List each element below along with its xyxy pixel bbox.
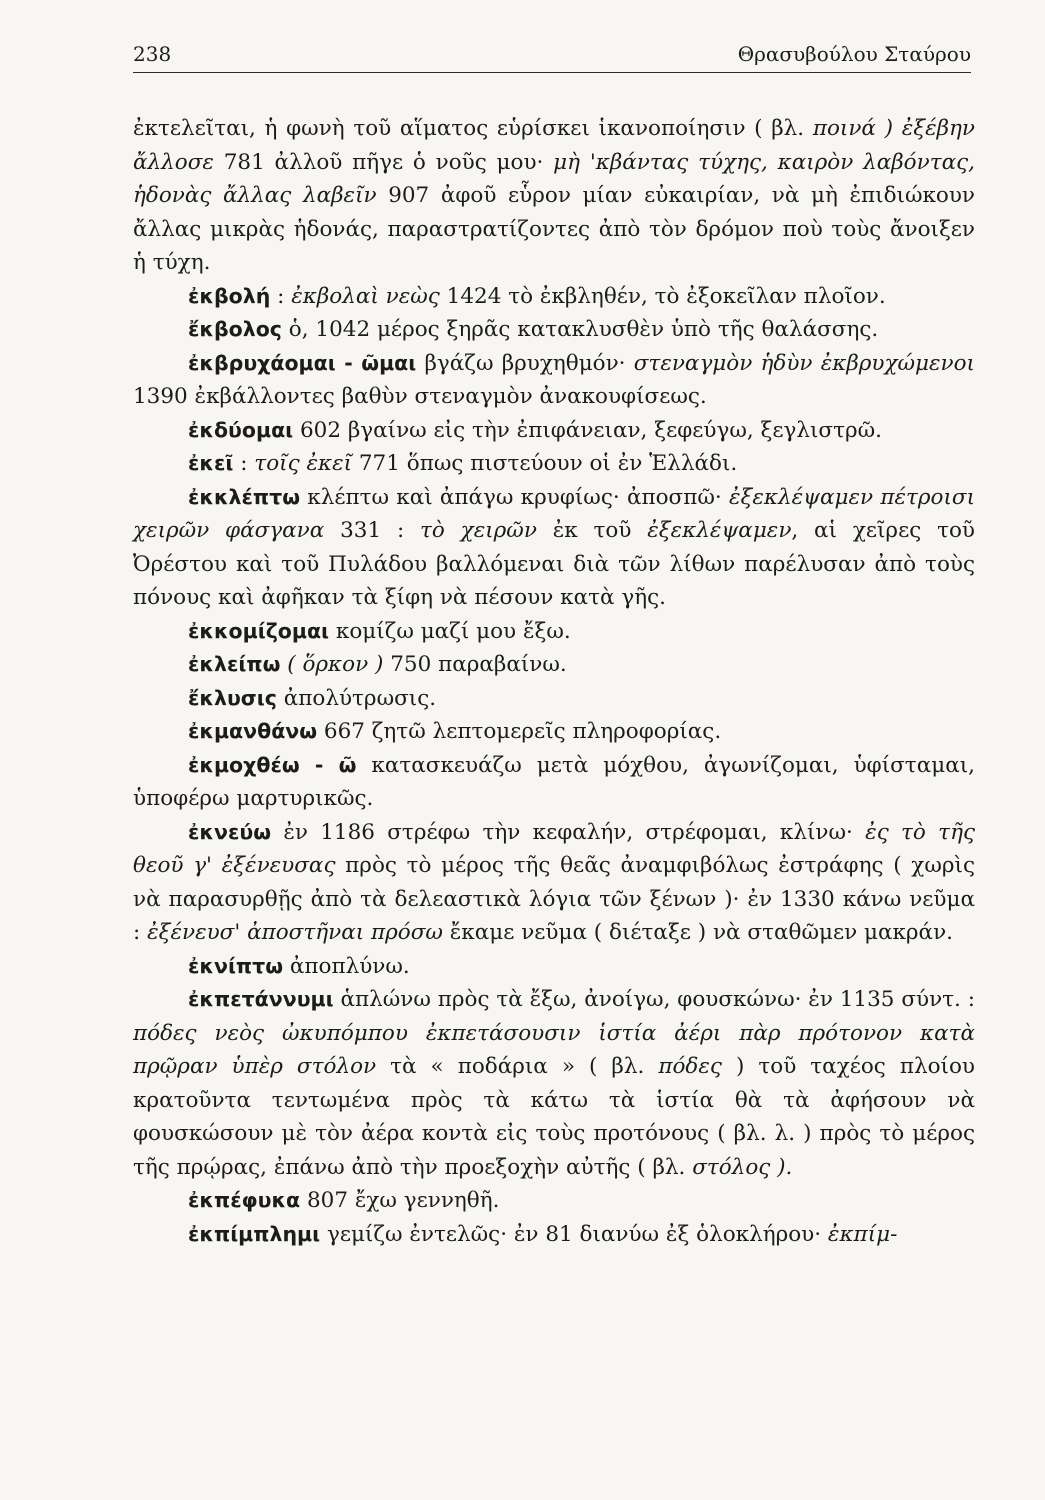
quoted-phrase: μὴ 'κβάντας τύχης, καιρὸν λαβόντας, ἡδονὰς ἄλλας λαβεῖν [133,149,975,208]
definition-text: 771 ὅπως πιστεύουν οἱ ἐν Ἑλλάδι. [352,451,738,476]
page-number: 238 [133,42,172,66]
definition-text: 807 ἔχω γεννηθῆ. [306,1188,500,1213]
definition-text: 1424 τὸ ἐκβληθέν, τὸ ἐξοκεῖλαν πλοῖον. [439,283,886,309]
definition-text: γεμίζω ἐντελῶς· ἐν 81 διανύω ἐξ ὁλοκλήρου· [326,1221,828,1247]
quoted-phrase: πόδες [658,1054,722,1079]
definition-text: κλέπτω καὶ ἀπάγω κρυφίως· ἀποσπῶ· [307,484,729,510]
entry-lemma: ἐκδύομαι [188,417,294,442]
glossary-entry [133,313,975,347]
lemma-separator [300,1188,307,1213]
entry-lemma: ἐκπετάννυμι [188,987,334,1011]
entry-lemma: ἐκπίμπλημι [188,1221,321,1246]
glossary-entry [133,682,975,716]
definition-text: ἐν 1186 στρέφω τὴν κεφαλήν, στρέφομαι, κλίνω· [283,819,866,845]
glossary-entry [133,615,975,649]
definition-text: κομίζω μαζί μου ἔξω. [335,618,571,644]
entry-lemma: ἐκμανθάνω [188,719,318,743]
definition-text: ἐκτελεῖται, ἡ φωνὴ τοῦ αἵματος εὑρίσκει ἱκανοποίησιν ( βλ. [133,116,813,141]
glossary-entry [133,280,975,314]
entry-lemma: ἔκβολος [188,317,282,341]
quoted-phrase: τοῖς ἐκεῖ [254,451,353,476]
entry-lemma: ἐκεῖ [188,451,234,475]
definition-text: ἐκ τοῦ [536,518,648,543]
definition-text: ) τοῦ ταχέος πλοίου κρατοῦντα τεντωμένα πρὸς τὰ κάτω τὰ ἱστία θὰ τὰ ἀφήσουν νὰ φουσκώσουν μὲ τὸν ἀέρα κοντὰ εἰς τοὺς προτόνους ( βλ. λ. ) πρὸς τὸ μέρος τῆς πρῴρας, ἐπάνω ἀπὸ τὴν προεξοχὴν αὐτῆς ( βλ. [133,1054,976,1180]
running-head: Θρασυβούλου Σταύρου [737,42,971,66]
lemma-separator: : [270,283,292,309]
glossary-entry [133,1218,975,1252]
definition-text: 907 ἀφοῦ εὗρον μίαν εὐκαιρίαν, νὰ μὴ ἐπιδιώκουν ἄλλας μικρὰς ἡδονάς, παραστρατίζοντες ἀπὸ τὸν δρόμον ποὺ τοὺς ἄνοιξεν ἡ τύχη. [133,183,975,275]
definition-text: κατασκευάζω μετὰ μόχθου, ἀγωνίζομαι, ὑφίσταμαι, ὑποφέρω μαρτυρικῶς. [133,752,975,811]
lemma-separator [293,418,300,443]
entry-continuation [133,112,975,280]
quoted-phrase: ἐκπίμ- [827,1221,898,1247]
definition-text: ἀποπλύνω. [289,953,410,979]
glossary-entry [133,950,975,984]
definition-text: 750 παραβαίνω. [383,652,567,677]
lemma-separator [283,954,290,979]
entry-lemma: ἐκκλέπτω [188,484,301,509]
glossary-entry [133,648,975,682]
lemma-separator: : [233,451,255,476]
lemma-separator [271,820,283,845]
glossary-entry [133,347,975,414]
lemma-separator [320,1222,327,1247]
glossary-entry [133,447,975,481]
glossary-entry [133,1184,975,1218]
glossary-entry [133,481,975,615]
quoted-phrase: ἐς τὸ τῆς θεοῦ γ' ἐξένευσας [133,819,975,878]
quoted-phrase: πόδες νεὸς ὠκυπόμπου ἐκπετάσουσιν ἱστία ἀέρι πὰρ πρότονον κατὰ πρῷραν ὑπὲρ στόλον [133,1020,975,1079]
lemma-separator [277,686,284,711]
entry-lemma: ἐκμοχθέω - ῶ [188,752,357,777]
glossary-entry [133,414,975,448]
glossary-body [133,112,975,1251]
quoted-phrase: ἐξεκλέψαμεν πέτροισι χειρῶν φάσγανα [133,484,976,543]
definition-text: 1390 ἐκβάλλοντες βαθὺν στεναγμὸν ἀνακουφίσεως. [133,384,707,409]
lemma-separator [356,753,371,778]
glossary-entry [133,816,975,950]
quoted-phrase: ( ὅρκον ) [287,652,384,677]
lemma-separator [416,351,424,376]
definition-text: 602 βγαίνω εἰς τὴν ἐπιφάνειαν, ξεφεύγω, ξεγλιστρῶ. [300,417,882,443]
glossary-entry [133,715,975,749]
glossary-entry [133,983,975,1184]
definition-text: 781 ἀλλοῦ πῆγε ὁ νοῦς μου· [213,149,554,175]
lemma-separator [282,317,289,342]
definition-text: ἀπολύτρωσις. [283,685,437,711]
lemma-separator [329,619,336,644]
entry-lemma: ἐκβρυχάομαι - ῶμαι [188,350,417,375]
quoted-phrase: ἐξένευσ' ἀποστῆναι πρόσω [147,920,443,945]
quoted-phrase: ἐξεκλέψαμεν [647,518,792,543]
quoted-phrase: τὸ χειρῶν [420,518,537,543]
entry-lemma: ἐκπέφυκα [188,1188,301,1212]
definition-text: ἔκαμε νεῦμα ( διέταξε ) νὰ σταθῶμεν μακράν. [442,920,953,945]
definition-text: πρὸς τὸ μέρος τῆς θεᾶς ἀναμφιβόλως ἐστράφης ( χωρὶς νὰ παρασυρθῇς ἀπὸ τὰ δελεαστικὰ λόγια τῶν ξένων )· ἐν 1330 κάνω νεῦμα : [133,853,975,945]
entry-lemma: ἐκνίπτω [188,953,284,978]
page-header [133,38,971,73]
definition-text: , αἱ χεῖρες τοῦ Ὀρέστου καὶ τοῦ Πυλάδου βαλλόμεναι διὰ τῶν λίθων παρέλυσαν ἀπὸ τοὺς πόνους καὶ ἀφῆκαν τὰ ξίφη νὰ πέσουν κατὰ γῆς. [133,518,975,610]
lemma-separator [317,719,324,744]
quoted-phrase: στεναγμὸν ἡδὺν ἐκβρυχώμενοι [633,350,975,376]
glossary-entry [133,749,975,816]
definition-text: ἁπλώνω πρὸς τὰ ἔξω, ἀνοίγω, φουσκώνω· ἐν 1135 σύντ. : [340,987,975,1012]
quoted-phrase: ἐξέβην ἄλλοσε [133,116,975,175]
quoted-phrase: ποινά ) [812,116,893,141]
definition-text: τὰ « ποδάρια » ( βλ. [376,1054,659,1079]
definition-text: ὁ, 1042 μέρος ξηρᾶς κατακλυσθὲν ὑπὸ τῆς θαλάσσης. [288,317,879,342]
entry-lemma: ἐκκομίζομαι [188,618,330,643]
quoted-phrase: στόλος ). [692,1154,793,1180]
entry-lemma: ἐκνεύω [188,819,272,844]
entry-lemma: ἐκβολή [188,283,271,308]
entry-lemma: ἐκλείπω [188,652,281,676]
quoted-phrase: ἐκβολαὶ νεὼς [291,283,440,309]
definition-text: 331 : [324,518,421,543]
definition-text: βγάζω βρυχηθμόν· [424,350,634,376]
entry-lemma: ἔκλυσις [188,685,277,710]
definition-text: 667 ζητῶ λεπτομερεῖς πληροφορίας. [323,719,722,744]
definition-text [893,116,902,141]
